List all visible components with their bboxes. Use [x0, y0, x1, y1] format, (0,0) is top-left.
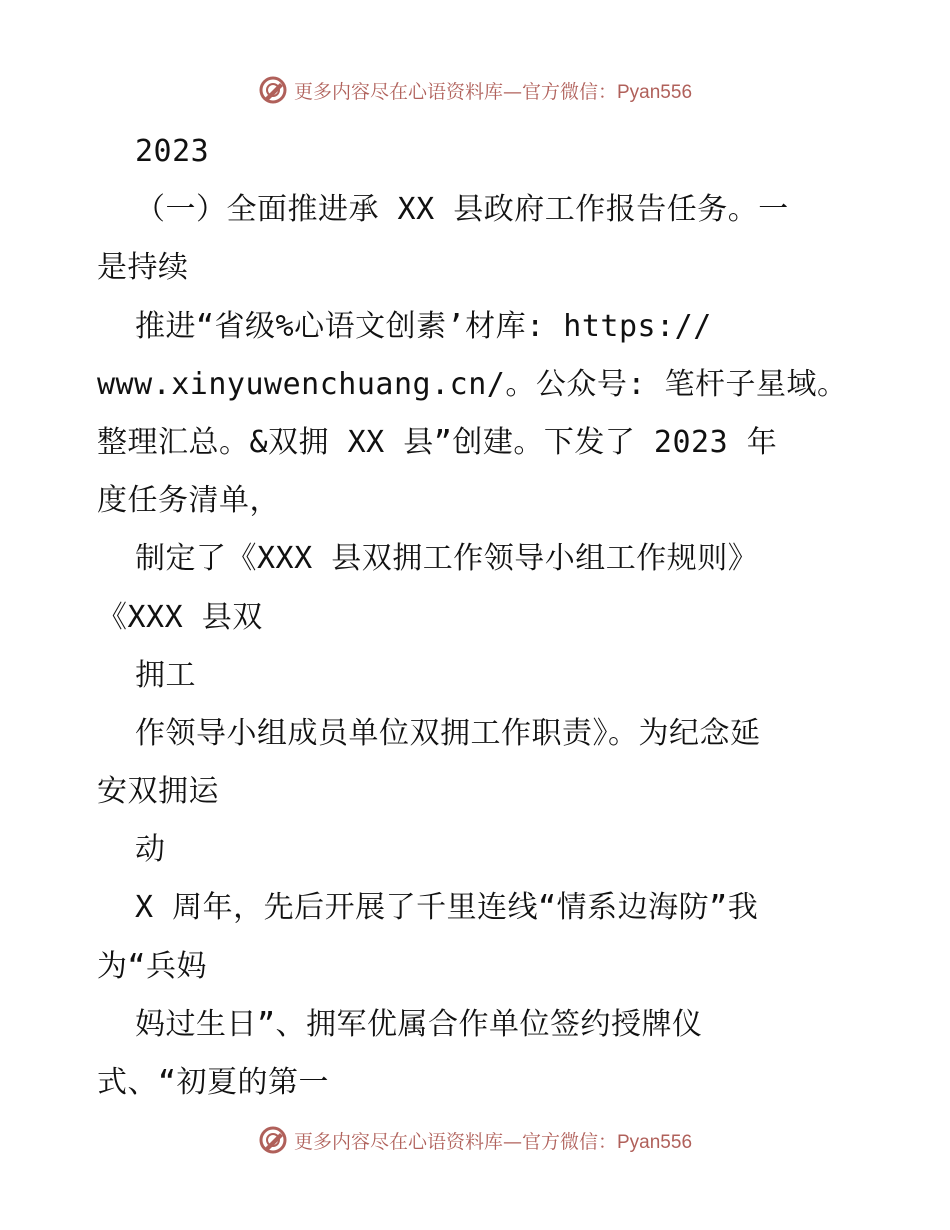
document-line: 《XXX 县双: [97, 599, 263, 635]
header-watermark: [0, 70, 950, 110]
document-line: 拥工: [135, 657, 196, 693]
watermark-label: 更多内容尽在心语资料库—官方微信：: [293, 1130, 617, 1153]
document-body: [97, 123, 867, 1112]
document-line: 为“兵妈: [97, 948, 208, 984]
document-line: 动: [135, 832, 166, 868]
pen-logo-icon: [258, 75, 288, 105]
watermark-text: [294, 1127, 692, 1154]
watermark-wechat-id: Pyan556: [617, 1131, 693, 1153]
document-line: 2023: [135, 134, 210, 169]
watermark-label: 更多内容尽在心语资料库—官方微信：: [293, 80, 617, 103]
document-line: www.xinyuwenchuang.cn/。公众号: 笔杆子星域。: [97, 366, 848, 402]
document-line: 度任务清单，: [97, 483, 280, 519]
document-line: 作领导小组成员单位双拥工作职责》。为纪念延: [135, 715, 761, 751]
pen-logo-icon: [258, 1125, 288, 1155]
watermark-wechat-id: Pyan556: [617, 81, 693, 103]
document-line: （一）全面推进承 XX 县政府工作报告任务。一: [135, 192, 789, 228]
document-line: 整理汇总。&双拥 XX 县”创建。下发了 2023 年: [97, 424, 778, 460]
document-line: 安双拥运: [97, 774, 219, 810]
document-line: 式、“初夏的第一: [97, 1065, 330, 1100]
document-line: 妈过生日”、拥军优属合作单位签约授牌仪: [135, 1006, 703, 1042]
footer-watermark: [0, 1120, 950, 1160]
document-line: 是持续: [97, 250, 189, 286]
document-line: 推进“省级%心语文创素’材库: https://: [135, 308, 712, 344]
watermark-text: [294, 77, 692, 104]
document-line: X 周年，先后开展了千里连线“情系边海防”我: [135, 890, 759, 926]
document-line: 制定了《XXX 县双拥工作领导小组工作规则》: [135, 541, 759, 577]
